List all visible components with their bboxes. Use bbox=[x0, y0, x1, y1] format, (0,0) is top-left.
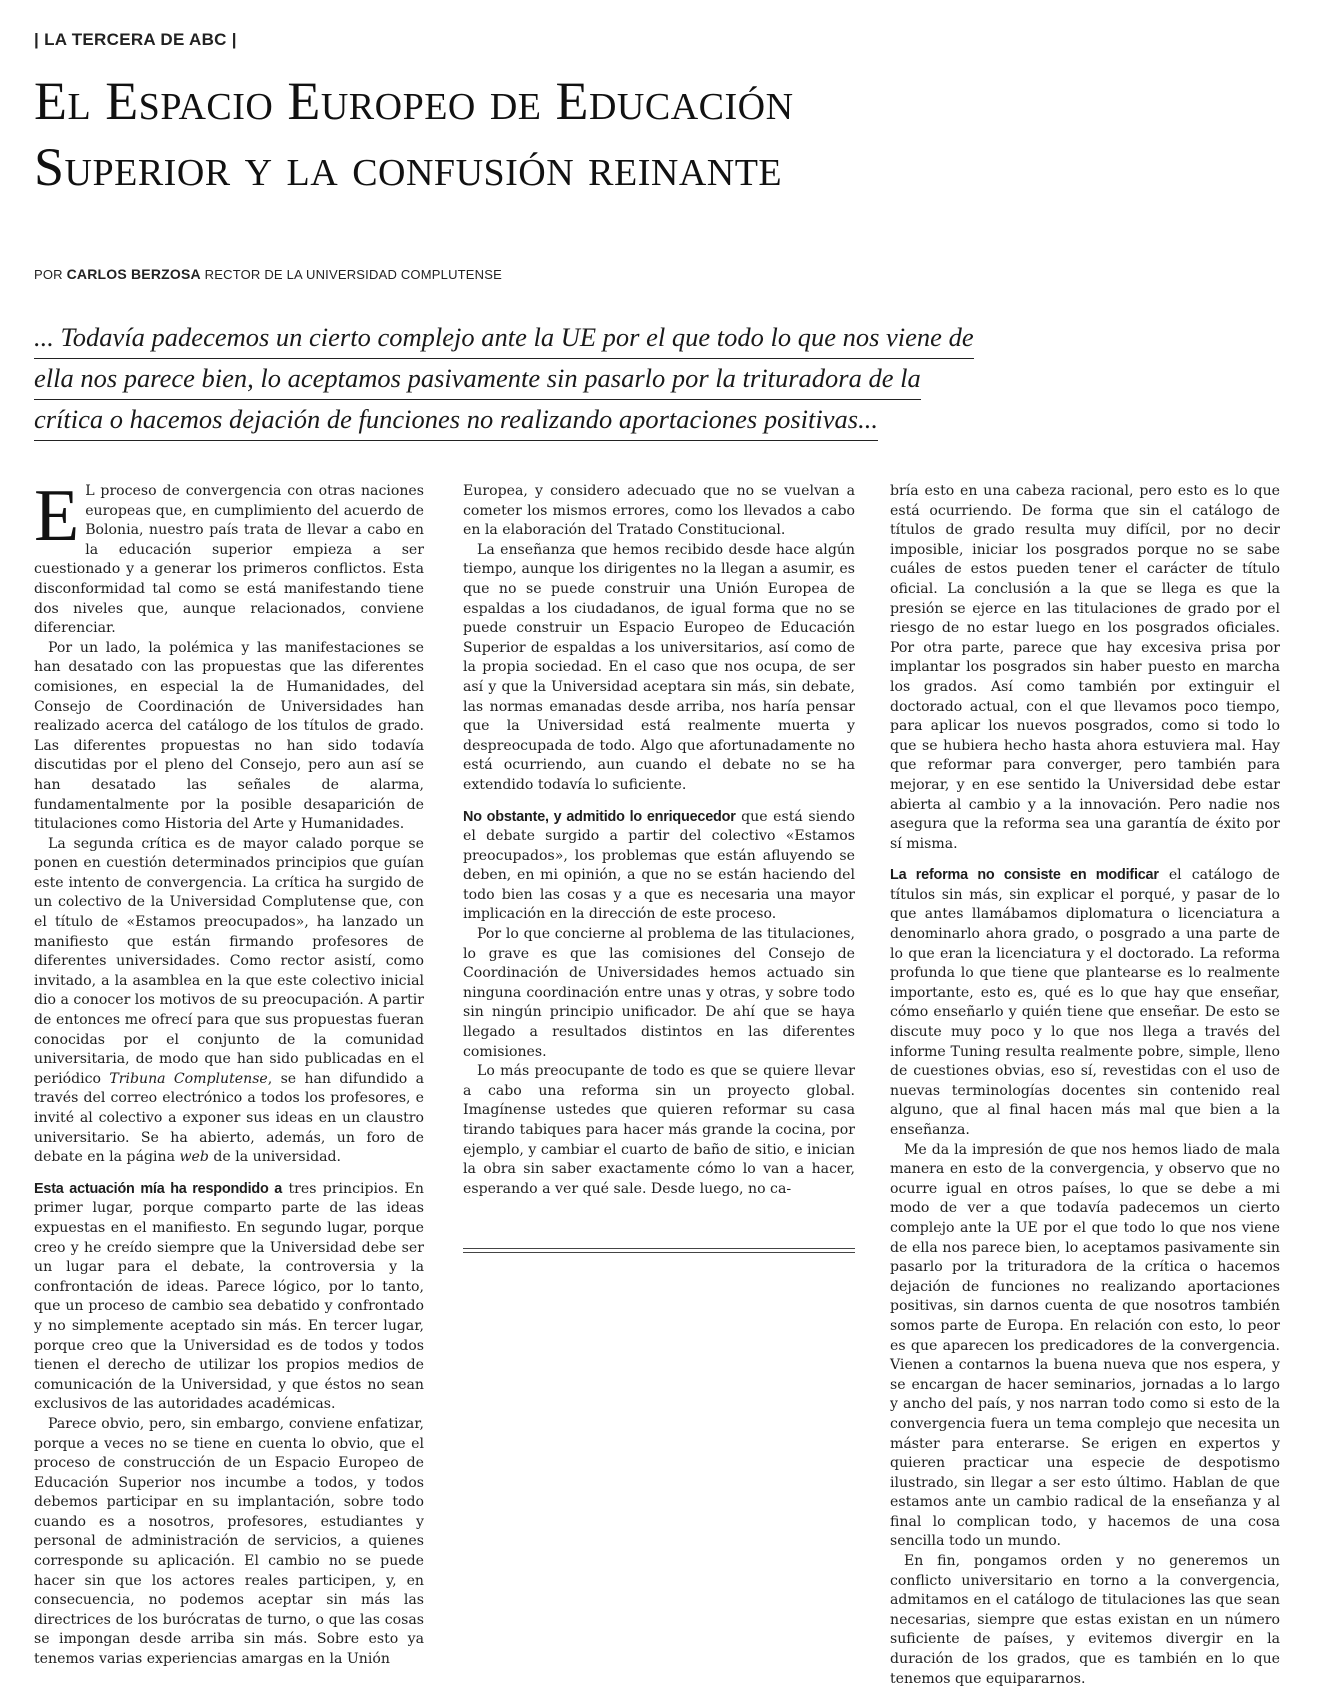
paragraph-text: que está siendo el debate surgido a partir del colectivo «Estamos preocupados», los problemas que están afluyendo se deben, en mi opinión, a que no se están haciendo del todo bien las cosas y a que es necesaria una mayor implicación en la dirección de este proceso. bbox=[463, 808, 855, 923]
section-lead-in: Esta actuación mía ha respondido a bbox=[34, 1180, 283, 1197]
byline-author: CARLOS BERZOSA bbox=[66, 266, 201, 282]
pullquote-line-1: ... Todavía padecemos un cierto complejo ante la UE por el que todo lo que nos viene de bbox=[34, 318, 974, 359]
section-lead-in: No obstante, y admitido lo enriquecedor bbox=[463, 808, 736, 825]
headline bbox=[34, 68, 1134, 200]
pullquote-line-3: crítica o hacemos dejación de funciones no realizando aportaciones positivas... bbox=[34, 400, 878, 441]
headline-line-2: Superior y la confusión reinante bbox=[34, 137, 783, 197]
pullquote-line-2: ella nos parece bien, lo aceptamos pasivamente sin pasarlo por la trituradora de la bbox=[34, 359, 921, 400]
article-column-1 bbox=[34, 475, 424, 1670]
byline-prefix: POR bbox=[34, 267, 63, 282]
paragraph-text: , se han difundido a través del correo electrónico a todos los profesores, e invité al colectivo a exponer sus ideas en un claustro universitario. Se ha abierto, además, un foro de debate en la página bbox=[34, 1070, 424, 1166]
article-paragraph: Me da la impresión de que nos hemos liado de mala manera en esto de la convergencia, y observo que no ocurre igual en otros países, lo que se debe a mi modo de ver a que todavía padecemos un cierto complejo ante la UE por el que todo lo que nos viene de ella nos parece bien, lo aceptamos pasivamente sin pasarlo por la trituradora de la crítica o hacemos dejación de funciones no realizando aportaciones positivas, sin darnos cuenta de que nosotros también somos parte de Europa. En relación con esto, lo peor es que aparecen los predicadores de la convergencia. Vienen a contarnos la buena nueva que nos espera, y se encargan de hacer seminarios, jornadas a lo largo y ancho del país, y nos narran todo como si esto de la convergencia fuera un tema complejo que necesita un máster para enterarse. Se erigen en expertos y quieren practicar una especie de despotismo ilustrado, sin llegar a ser esto último. Hablan de que estamos ante un cambio radical de la enseñanza y al final lo complican todo, y hacemos de una cosa sencilla todo un mundo. bbox=[890, 1141, 1280, 1550]
byline bbox=[34, 266, 502, 282]
paragraph-text: tres principios. En primer lugar, porque comparto parte de las ideas expuestas en el manifiesto. En segundo lugar, porque creo y he creído siempre que la Universidad debe ser un lugar para el debate, la controversia y la confrontación de ideas. Parece lógico, por lo tanto, que un proceso de cambio sea debatido y confrontado y no simplemente aceptado sin más. En tercer lugar, porque creo que la Universidad es de todos y todos tienen el derecho de utilizar los propios medios de comunicación de la Universidad, y que éstos no sean exclusivos de las autoridades académicas. bbox=[34, 1180, 424, 1413]
article-paragraph bbox=[34, 1180, 424, 1415]
paragraph-text: el catálogo de títulos sin más, sin explicar el porqué, y pasar de lo que antes llamábamos diplomatura o licenciatura a denominarlo ahora grado, o posgrado a una parte de lo que eran la licenciatura y el doctorado. La reforma profunda lo que tiene que plantearse es lo realmente importante, esto es, qué es lo que hay que enseñar, cómo enseñarlo y quién tiene que enseñar. De esto se discute muy poco y lo que nos llega a través del informe Tuning resulta realmente pobre, simple, lleno de cuestiones obvias, eso sí, revestidas con el uso de nuevas terminologías docentes sin contenido real alguno, que al final hacen más mal que bien a la enseñanza. bbox=[890, 867, 1280, 1138]
article-paragraph bbox=[34, 835, 424, 1168]
article-paragraph bbox=[34, 475, 424, 639]
article-paragraph: Europea, y considero adecuado que no se vuelvan a cometer los mismos errores, como los llevados a cabo en la elaboración del Tratado Constitucional. bbox=[463, 483, 855, 539]
article-paragraph bbox=[463, 808, 855, 926]
newspaper-title: Tribuna Complutense bbox=[109, 1070, 268, 1087]
paragraph-text: de la universidad. bbox=[208, 1149, 342, 1166]
web-term: web bbox=[179, 1149, 209, 1166]
article-column-3 bbox=[890, 482, 1280, 1689]
article-paragraph: Por un lado, la polémica y las manifestaciones se han desatado con las propuestas que las diferentes comisiones, en especial la de Humanidades, del Consejo de Coordinación de Universidades han realizado acerca del catálogo de los títulos de grado. Las diferentes propuestas no han sido todavía discutidas por el pleno del Consejo, pero aun así se han desatado las señales de alarma, fundamentalmente por la posible desaparición de titulaciones como Historia del Arte y Humanidades. bbox=[34, 639, 424, 833]
pullquote bbox=[34, 318, 1034, 441]
article-column-2 bbox=[463, 482, 855, 1199]
headline-line-1: El Espacio Europeo de Educación bbox=[34, 71, 794, 131]
drop-cap: E bbox=[34, 475, 80, 557]
article-paragraph: Lo más preocupante de todo es que se quiere llevar a cabo una reforma sin un proyecto global. Imagínense ustedes que quieren reformar su casa tirando tabiques para hacer más grande la cocina, por ejemplo, y cambiar el cuarto de baño de sitio, e inician la obra sin saber exactamente cómo lo van a hacer, esperando a ver qué sale. Desde luego, no ca- bbox=[463, 1063, 856, 1197]
column-end-rule bbox=[463, 1248, 855, 1253]
article-paragraph: La enseñanza que hemos recibido desde hace algún tiempo, aunque los dirigentes no la llegan a asumir, es que no se puede construir una Unión Europea de espaldas a los ciudadanos, de igual forma que no se puede construir un Espacio Europeo de Educación Superior de espaldas a los universitarios, así como de la propia sociedad. En el caso que nos ocupa, de ser así y que la Universidad aceptara sin más, sin debate, las normas emanadas desde arriba, nos haría pensar que la Universidad está realmente muerta y despreocupada de todo. Algo que afortunadamente no está ocurriendo, aun cuando el debate no se ha extendido todavía lo suficiente. bbox=[463, 541, 855, 793]
paragraph-text: La segunda crítica es de mayor calado porque se ponen en cuestión determinados principios que guían este intento de convergencia. La crítica ha surgido de un colectivo de la Universidad Complutense que, con el título de «Estamos preocupados», ha lanzado un manifiesto que están firmando profesores de diferentes universidades. Como rector asistí, como invitado, a la asamblea en la que este colectivo inicial dio a conocer los motivos de su preocupación. A partir de entonces me ofrecí para que sus propuestas fueran conocidas por el conjunto de la comunidad universitaria, de modo que han sido publicadas en el periódico bbox=[34, 835, 424, 1087]
section-label: | LA TERCERA DE ABC | bbox=[34, 30, 237, 49]
paragraph-text: L proceso de convergencia con otras naciones europeas que, en cumplimiento del acuerdo de Bolonia, nuestro país trata de llevar a cabo en la educación superior empieza a ser cuestionado y a generar los primeros conflictos. Esta disconformidad tal como se está manifestando tiene dos niveles que, aunque relacionados, conviene diferenciar. bbox=[34, 483, 424, 637]
article-paragraph: Parece obvio, pero, sin embargo, conviene enfatizar, porque a veces no se tiene en cuenta lo obvio, que el proceso de construcción de un Espacio Europeo de Educación Superior nos incumbe a todos, y todos debemos participar en su implantación, sobre todo cuando es a nosotros, profesores, estudiantes y personal de administración de servicios, a quienes corresponde su aplicación. El cambio no se puede hacer sin que los actores reales participen, y, en consecuencia, no podemos aceptar sin más las directrices de los burócratas de turno, o que las cosas se impongan desde arriba sin más. Sobre esto ya tenemos varias experiencias amargas en la Unión bbox=[34, 1415, 424, 1668]
byline-role: RECTOR DE LA UNIVERSIDAD COMPLUTENSE bbox=[204, 267, 503, 282]
article-paragraph: Por lo que concierne al problema de las titulaciones, lo grave es que las comisiones del Consejo de Coordinación de Universidades hemos actuado sin ninguna coordinación entre unas y otras, y sobre todo sin ningún principio unificador. De ahí que se haya llegado a resultados distintos en las diferentes comisiones. bbox=[463, 926, 855, 1060]
article-paragraph: bría esto en una cabeza racional, pero esto es lo que está ocurriendo. De forma que sin el catálogo de títulos de grado resulta muy difícil, por no decir imposible, iniciar los posgrados porque no se sabe cuáles de estos pueden tener el carácter de título oficial. La conclusión a la que se llega es que la presión se ejerce en las titulaciones de grado por el riesgo de no estar luego en los posgrados oficiales. Por otra parte, parece que hay excesiva prisa por implantar los posgrados sin haber puesto en marcha los grados. Así como también por extinguir el doctorado actual, con el que llevamos poco tiempo, para aplicar los nuevos posgrados, como si todo lo que se hubiera hecho hasta ahora estuviera mal. Hay que reformar para converger, pero también para mejorar, y en ese sentido la Universidad debe estar abierta al cambio y a la innovación. Pero nadie nos asegura que la reforma sea una garantía de éxito por sí misma. bbox=[890, 483, 1280, 852]
article-paragraph: En fin, pongamos orden y no generemos un conflicto universitario en torno a la convergencia, admitamos en el catálogo de titulaciones las que sean necesarias, siempre que estas existan en un número suficiente de países, y evitemos divergir en la duración de los grados, que es también en lo que tenemos que equipararnos. bbox=[890, 1553, 1280, 1687]
section-lead-in: La reforma no consiste en modificar bbox=[890, 867, 1159, 884]
article-paragraph bbox=[890, 866, 1280, 1140]
